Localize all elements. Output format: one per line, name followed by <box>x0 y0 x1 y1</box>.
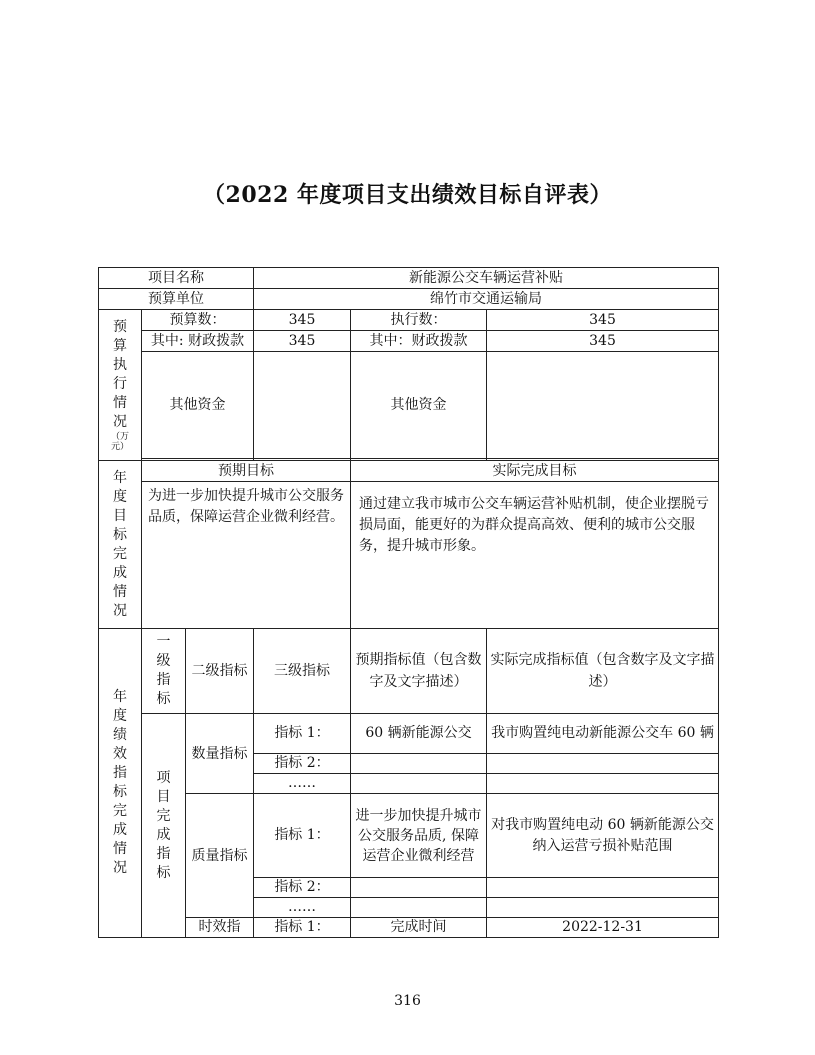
indicator-header-row <box>99 629 719 714</box>
indicator-name: 指标 1： <box>254 714 351 754</box>
indicator-actual: 我市购置纯电动新能源公交车 60 辆 <box>487 714 719 754</box>
project-completion-indicator-label: 项 目 完 成 指 标 <box>142 714 186 938</box>
fiscal-allocation-exec-value: 345 <box>487 331 719 352</box>
level3-indicator-header: 三级指标 <box>254 629 351 714</box>
page-number: 316 <box>394 993 421 1009</box>
budget-amount-label: 预算数： <box>142 310 254 331</box>
indicator-actual <box>487 754 719 774</box>
indicator-expected <box>351 774 487 794</box>
annual-goals-section-label: 年 度 目 标 完 成 情 况 <box>99 461 142 629</box>
budget-unit-row <box>99 289 719 310</box>
actual-goal-header: 实际完成目标 <box>351 461 719 482</box>
fiscal-allocation-label: 其中: 财政拨款 <box>142 331 254 352</box>
indicator-name: 指标 2： <box>254 878 351 898</box>
other-funds-label: 其他资金 <box>142 352 254 459</box>
table-row <box>99 794 719 878</box>
indicator-name: 指标 1： <box>254 918 351 938</box>
other-funds-exec-value <box>487 352 719 459</box>
timeliness-indicator-label: 时效指 <box>186 918 254 938</box>
indicator-name: 指标 2： <box>254 754 351 774</box>
fiscal-allocation-exec-label: 其中：财政拨款 <box>351 331 487 352</box>
level1-indicator-header: 一 级 指 标 <box>142 629 186 714</box>
project-name-value: 新能源公交车辆运营补贴 <box>254 268 719 289</box>
indicator-actual: 对我市购置纯电动 60 辆新能源公交纳入运营亏损补贴范围 <box>487 794 719 878</box>
indicator-actual <box>487 774 719 794</box>
indicator-actual <box>487 898 719 918</box>
indicator-name: 指标 1： <box>254 794 351 878</box>
indicator-expected <box>351 878 487 898</box>
expected-value-header: 预期指标值（包含数字及文字描述） <box>351 629 487 714</box>
indicator-expected <box>351 754 487 774</box>
table-row <box>99 714 719 754</box>
actual-goal-text: 通过建立我市城市公交车辆运营补贴机制，使企业摆脱亏损局面，能更好的为群众提高高效、便利的城市公交服务，提升城市形象。 <box>351 482 719 629</box>
fiscal-allocation-row <box>99 331 719 352</box>
indicator-expected: 60 辆新能源公交 <box>351 714 487 754</box>
table-row <box>99 918 719 938</box>
indicator-actual: 2022-12-31 <box>487 918 719 938</box>
budget-amount-value: 345 <box>254 310 351 331</box>
indicator-expected: 进一步加快提升城市公交服务品质, 保障运营企业微利经营 <box>351 794 487 878</box>
page-title: （2022 年度项目支出绩效目标自评表） <box>203 182 612 208</box>
indicator-name: …… <box>254 774 351 794</box>
indicator-actual <box>487 878 719 898</box>
other-funds-exec-label: 其他资金 <box>351 352 487 459</box>
quantity-indicator-label: 数量指标 <box>186 714 254 794</box>
budget-amount-row <box>99 310 719 331</box>
actual-value-header: 实际完成指标值（包含数字及文字描述） <box>487 629 719 714</box>
other-funds-value <box>254 352 351 459</box>
execution-amount-label: 执行数： <box>351 310 487 331</box>
project-name-label: 项目名称 <box>99 268 254 289</box>
expected-goal-header: 预期目标 <box>142 461 351 482</box>
execution-amount-value: 345 <box>487 310 719 331</box>
indicator-expected: 完成时间 <box>351 918 487 938</box>
performance-table <box>98 267 719 938</box>
project-name-row <box>99 268 719 289</box>
level2-indicator-header: 二级指标 <box>186 629 254 714</box>
indicator-name: …… <box>254 898 351 918</box>
indicator-expected <box>351 898 487 918</box>
goals-content-row <box>99 482 719 629</box>
performance-indicators-section-label: 年 度 绩 效 指 标 完 成 情 况 <box>99 629 142 938</box>
fiscal-allocation-value: 345 <box>254 331 351 352</box>
quality-indicator-label: 质量指标 <box>186 794 254 918</box>
budget-execution-section-label: 预 算 执 行 情 况 （万 元） <box>99 310 142 461</box>
expected-goal-text: 为进一步加快提升城市公交服务品质，保障运营企业微利经营。 <box>142 482 351 629</box>
goals-header-row <box>99 461 719 482</box>
budget-unit-value: 绵竹市交通运输局 <box>254 289 719 310</box>
other-funds-row <box>99 352 719 459</box>
budget-unit-label: 预算单位 <box>99 289 254 310</box>
